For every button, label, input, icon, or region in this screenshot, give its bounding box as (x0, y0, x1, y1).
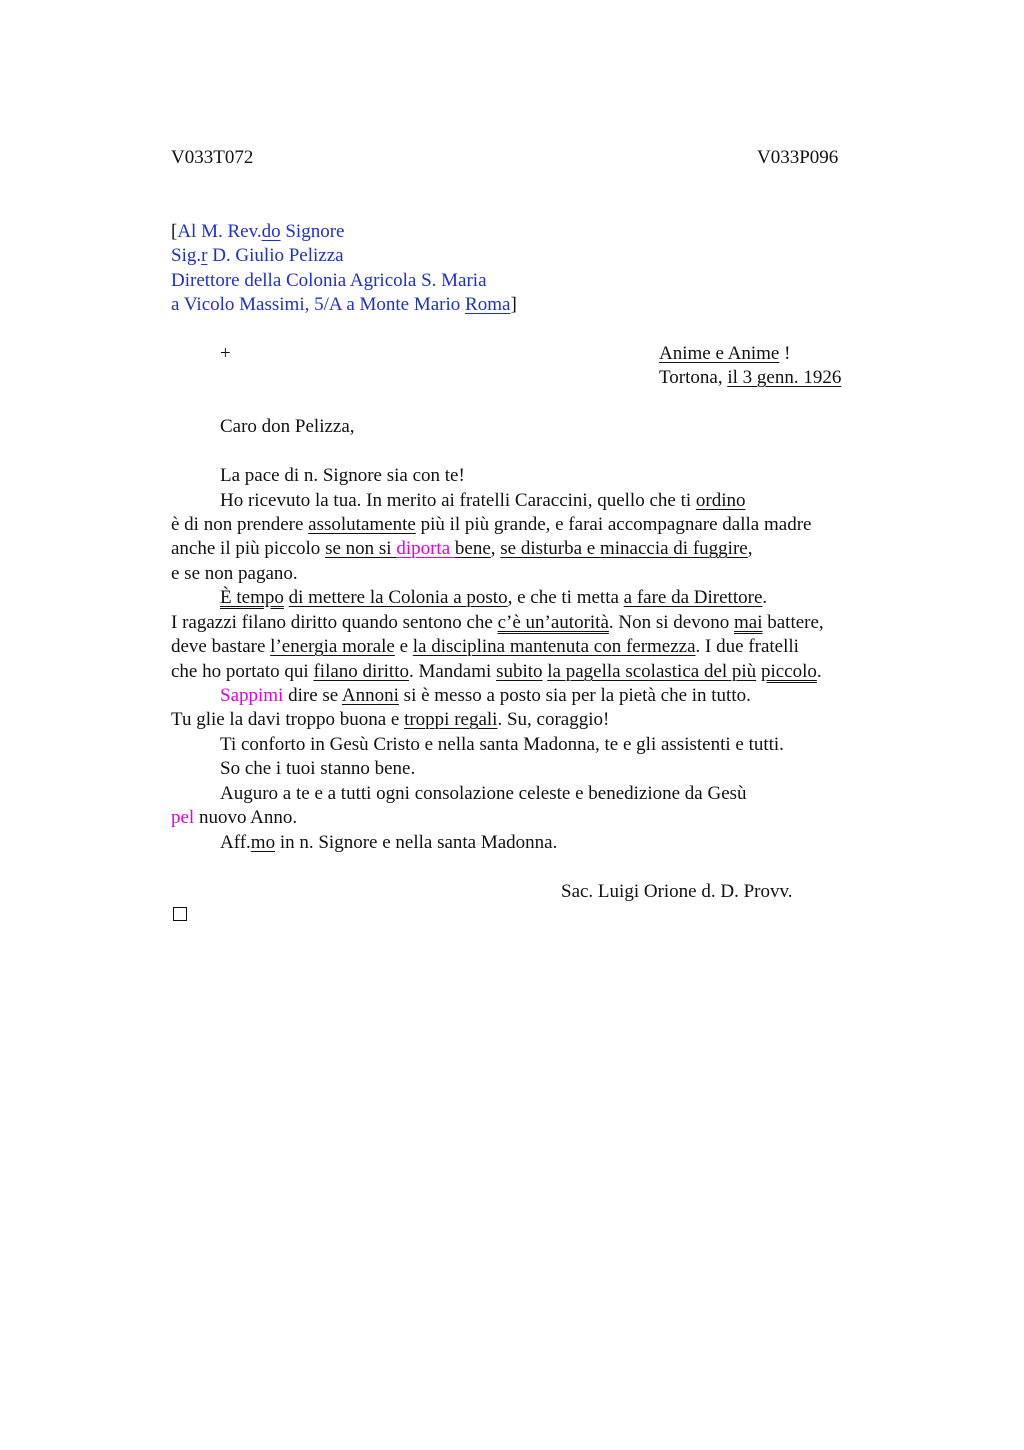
body-line-1: La pace di n. Signore sia con te! (220, 465, 465, 486)
body-line-2: Ho ricevuto la tua. In merito ai fratelli Caraccini, quello che ti ordino (220, 490, 746, 511)
address-line-1: [Al M. Rev.do Signore (171, 221, 345, 242)
body-line-12: Ti conforto in Gesù Cristo e nella santa Madonna, te e gli assistenti e tutti. (220, 734, 784, 755)
body-line-16: Aff.mo in n. Signore e nella santa Madonna. (220, 832, 558, 853)
salutation: Caro don Pelizza, (220, 416, 355, 437)
body-line-11: Tu glie la davi troppo buona e troppi regali. Su, coraggio! (171, 709, 610, 730)
body-line-8: deve bastare l’energia morale e la disciplina mantenuta con fermezza. I due fratelli (171, 636, 799, 657)
body-line-10: Sappimi dire se Annoni si è messo a posto sia per la pietà che in tutto. (220, 685, 751, 706)
body-line-14: Auguro a te e a tutti ogni consolazione celeste e benedizione da Gesù (220, 783, 747, 804)
end-box-mark (173, 907, 187, 921)
cross-mark: + (220, 343, 231, 364)
address-line-4: a Vicolo Massimi, 5/A a Monte Mario Roma] (171, 294, 517, 315)
place-date: Tortona, il 3 genn. 1926 (659, 367, 842, 388)
address-line-3: Direttore della Colonia Agricola S. Maria (171, 270, 487, 291)
body-line-7: I ragazzi filano diritto quando sentono che c’è un’autorità. Non si devono mai battere, (171, 612, 824, 633)
signature: Sac. Luigi Orione d. D. Provv. (561, 881, 793, 902)
code-right: V033P096 (757, 147, 839, 168)
body-line-3: è di non prendere assolutamente più il più grande, e farai accompagnare dalla madre (171, 514, 812, 535)
body-line-15: pel nuovo Anno. (171, 807, 298, 828)
body-line-6: È tempo di mettere la Colonia a posto, e che ti metta a fare da Direttore. (220, 587, 768, 608)
body-line-5: e se non pagano. (171, 563, 298, 584)
address-line-2: Sig.r D. Giulio Pelizza (171, 245, 344, 266)
motto: Anime e Anime ! (659, 343, 791, 364)
body-line-4: anche il più piccolo se non si diporta bene, se disturba e minaccia di fuggire, (171, 538, 753, 559)
code-left: V033T072 (171, 147, 254, 168)
body-line-13: So che i tuoi stanno bene. (220, 758, 416, 779)
body-line-9: che ho portato qui filano diritto. Mandami subito la pagella scolastica del più piccolo. (171, 661, 822, 682)
